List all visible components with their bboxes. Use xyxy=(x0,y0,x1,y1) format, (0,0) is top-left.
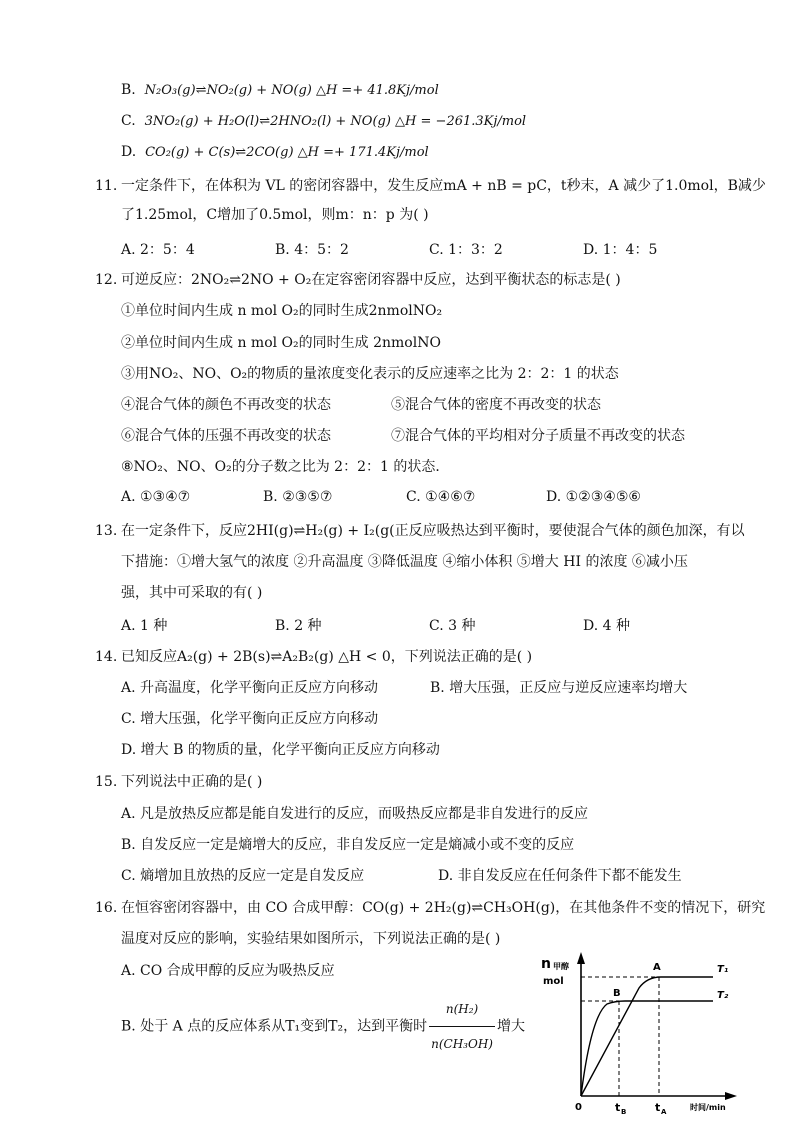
q10-option-d xyxy=(121,142,429,163)
q13-stem-line3: 强，其中可采取的有( ) xyxy=(121,585,263,601)
point-a-label: A xyxy=(653,962,661,973)
q11-options xyxy=(121,239,681,259)
methanol-time-graph xyxy=(535,948,740,1123)
x-label: 时间/min xyxy=(690,1103,726,1112)
q14-option-a: A. 升高温度，化学平衡向正反应方向移动 xyxy=(121,680,379,696)
q12-option-d: D. ①②③④⑤⑥ xyxy=(546,489,641,505)
equation: 3NO₂(g) + H₂O(l)⇌2HNO₂(l) + NO(g) △H = −261.3Kj/mol xyxy=(144,114,527,129)
y-label-sub: 甲醇 xyxy=(553,962,569,971)
x-axis-arrow xyxy=(725,1092,737,1100)
question-number: 16. xyxy=(95,900,118,916)
origin-label: 0 xyxy=(575,1102,582,1113)
q14-option-c: C. 增大压强，化学平衡向正反应方向移动 xyxy=(121,711,379,727)
q13-stem-line2: 下措施：①增大氢气的浓度 ②升高温度 ③降低温度 ④缩小体积 ⑤增大 HI 的浓度 ⑥减小压 xyxy=(121,554,688,570)
q11-option-b: B. 4：5：2 xyxy=(275,242,349,258)
q11-option-d: D. 1：4：5 xyxy=(583,242,658,258)
q13-option-b: B. 2 种 xyxy=(275,618,322,634)
q12-options xyxy=(121,489,681,509)
q11-option-a: A. 2：5：4 xyxy=(121,242,195,258)
curve-t1 xyxy=(581,977,713,1096)
q16-stem-line2: 温度对反应的影响，实验结果如图所示，下列说法正确的是( ) xyxy=(121,931,501,947)
q12-option-b: B. ②③⑤⑦ xyxy=(263,489,333,505)
q12-statement-5: ⑤混合气体的密度不再改变的状态 xyxy=(391,397,601,413)
q12-statement-2: ②单位时间内生成 n mol O₂的同时生成 2nmolNO xyxy=(121,335,441,351)
q16-option-b: B. 处于 A 点的反应体系从T₁变到T₂，达到平衡时 $\frac{\text{n(H₂)}}{\text{n(CH₃OH)}}$ 增大 xyxy=(121,992,525,1061)
tick-ta: t xyxy=(655,1101,661,1114)
q12-option-c: C. ①④⑥⑦ xyxy=(406,489,476,505)
option-letter: B. xyxy=(121,82,136,98)
q15-option-b: B. 自发反应一定是熵增大的反应，非自发反应一定是熵减小或不变的反应 xyxy=(121,837,575,853)
q12-statement-6: ⑥混合气体的压强不再改变的状态 xyxy=(121,428,331,444)
tick-tb: t xyxy=(615,1101,621,1114)
q13-options xyxy=(121,615,681,635)
tick-tb-sub: B xyxy=(621,1108,627,1116)
question-number: 15. xyxy=(95,774,118,790)
ratio-fraction: $\frac{\text{n(H₂)}}{\text{n(CH₃OH)}}$ xyxy=(429,992,495,1061)
q16-stem-line1: 16. 在恒容密闭容器中，由 CO 合成甲醇：CO(g) + 2H₂(g)⇌CH₃OH(g)，在其他条件不变的情况下，研究 xyxy=(95,900,766,916)
q14-option-d: D. 增大 B 的物质的量，化学平衡向正反应方向移动 xyxy=(121,742,440,758)
point-b-label: B xyxy=(613,988,621,999)
q16-option-a: A. CO 合成甲醇的反应为吸热反应 xyxy=(121,963,335,979)
q10-option-c xyxy=(121,111,526,132)
label-t2: T₂ xyxy=(717,990,729,1001)
question-number: 12. xyxy=(95,272,118,288)
y-unit: mol xyxy=(543,976,564,987)
y-label-main: n xyxy=(541,956,551,972)
q13-stem-line1: 13. 在一定条件下，反应2HI(g)⇌H₂(g) + I₂(g(正反应吸热达到平衡时，要使混合气体的颜色加深，有以 xyxy=(95,523,745,539)
question-number: 13. xyxy=(95,523,118,539)
q15-stem: 15. 下列说法中正确的是( ) xyxy=(95,774,263,790)
q12-statement-7: ⑦混合气体的平均相对分子质量不再改变的状态 xyxy=(391,428,685,444)
tick-ta-sub: A xyxy=(661,1108,667,1116)
label-t1: T₁ xyxy=(717,964,729,975)
q12-statement-8: ⑧NO₂、NO、O₂的分子数之比为 2：2：1 的状态． xyxy=(121,459,450,475)
q14-option-b: B. 增大压强，正反应与逆反应速率均增大 xyxy=(430,680,688,696)
q12-stem: 12. 可逆反应：2NO₂⇌2NO + O₂在定容密闭容器中反应，达到平衡状态的标志是( ) xyxy=(95,272,621,288)
q13-option-a: A. 1 种 xyxy=(121,618,168,634)
option-letter: D. xyxy=(121,144,137,160)
q13-option-d: D. 4 种 xyxy=(583,618,630,634)
q12-statement-4: ④混合气体的颜色不再改变的状态 xyxy=(121,397,331,413)
q11-stem-line2: 了1.25mol，C增加了0.5mol，则m：n：p 为( ) xyxy=(121,207,429,223)
question-number: 14. xyxy=(95,649,118,665)
option-letter: C. xyxy=(121,113,136,129)
q13-option-c: C. 3 种 xyxy=(429,618,476,634)
equation: CO₂(g) + C(s)⇌2CO(g) △H =+ 171.4Kj/mol xyxy=(145,145,429,160)
q12-statement-3: ③用NO₂、NO、O₂的物质的量浓度变化表示的反应速率之比为 2：2：1 的状态 xyxy=(121,366,619,382)
y-axis-arrow xyxy=(577,952,585,964)
q15-option-c: C. 熵增加且放热的反应一定是自发反应 xyxy=(121,868,365,884)
question-number: 11. xyxy=(95,178,118,194)
curve-t2 xyxy=(581,1001,713,1096)
q12-option-a: A. ①③④⑦ xyxy=(121,489,191,505)
equation: N₂O₃(g)⇌NO₂(g) + NO(g) △H =+ 41.8Kj/mol xyxy=(144,83,439,98)
q11-stem-line1: 11. 一定条件下，在体积为 VL 的密闭容器中，发生反应mA + nB = pC，t秒末，A 减少了1.0mol，B减少 xyxy=(95,178,766,194)
q10-option-b xyxy=(121,80,439,101)
q12-statement-1: ①单位时间内生成 n mol O₂的同时生成2nmolNO₂ xyxy=(121,303,443,319)
q15-option-a: A. 凡是放热反应都是能自发进行的反应，而吸热反应都是非自发进行的反应 xyxy=(121,806,589,822)
q11-option-c: C. 1：3：2 xyxy=(429,242,503,258)
q14-stem: 14. 已知反应A₂(g) + 2B(s)⇌A₂B₂(g) △H < 0，下列说法正确的是( ) xyxy=(95,649,533,665)
q15-option-d: D. 非自发反应在任何条件下都不能发生 xyxy=(438,868,682,884)
